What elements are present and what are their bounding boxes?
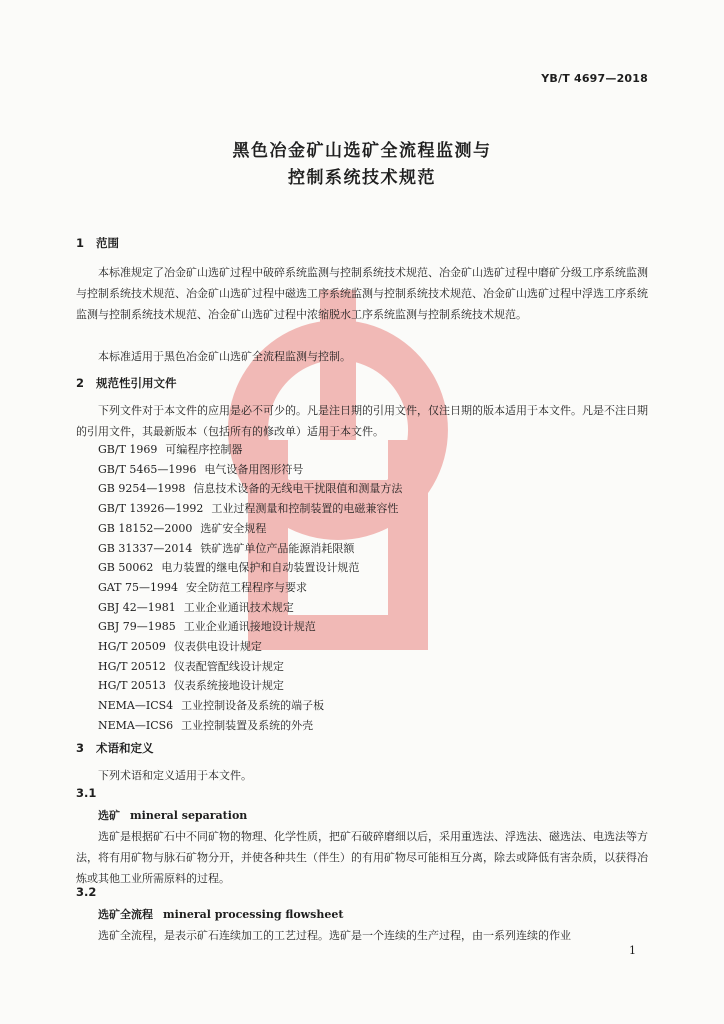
- term-3-1-title: [98, 807, 247, 823]
- reference-code: HG/T 20513: [98, 679, 166, 693]
- term-zh: 选矿全流程: [98, 908, 153, 921]
- term-3-2-definition: 选矿全流程，是表示矿石连续加工的工艺过程。选矿是一个连续的生产过程，由一系列连续的作业: [98, 929, 571, 942]
- reference-item: [98, 697, 324, 713]
- section-title: 范围: [96, 236, 119, 250]
- section-title: 规范性引用文件: [96, 376, 177, 390]
- section-number: 3: [76, 741, 85, 755]
- reference-title: 信息技术设备的无线电干扰限值和测量方法: [193, 482, 403, 496]
- reference-item: [98, 677, 284, 693]
- section-title: 术语和定义: [96, 741, 154, 755]
- reference-title: 工业过程测量和控制装置的电磁兼容性: [211, 502, 399, 516]
- reference-code: GB 50062: [98, 561, 154, 575]
- reference-code: GB 31337—2014: [98, 541, 193, 555]
- reference-title: 工业企业通讯技术规定: [183, 600, 294, 614]
- reference-item: [98, 559, 359, 575]
- standard-code: YB/T 4697—2018: [541, 72, 648, 85]
- term-en: mineral processing flowsheet: [163, 908, 344, 921]
- reference-title: 电气设备用图形符号: [204, 462, 304, 476]
- page-number: 1: [629, 944, 636, 957]
- reference-title: 工业控制装置及系统的外壳: [181, 718, 314, 732]
- reference-title: 可编程序控制器: [165, 443, 243, 456]
- reference-code: HG/T 20512: [98, 659, 166, 673]
- reference-item: [98, 717, 313, 733]
- reference-item: [98, 441, 242, 457]
- reference-title: 电力装置的继电保护和自动装置设计规范: [161, 561, 360, 575]
- reference-title: 工业控制设备及系统的端子板: [181, 699, 325, 713]
- reference-code: GB 18152—2000: [98, 521, 193, 535]
- reference-item: [98, 520, 266, 536]
- reference-code: GB 9254—1998: [98, 482, 186, 496]
- reference-title: 仪表供电设计规定: [173, 640, 262, 653]
- term-zh: 选矿: [98, 809, 120, 822]
- reference-item: [98, 599, 294, 615]
- reference-code: GBJ 42—1981: [98, 600, 176, 614]
- reference-title: 选矿安全规程: [200, 521, 267, 535]
- reference-title: 铁矿选矿单位产品能源消耗限额: [200, 541, 355, 555]
- reference-title: 安全防范工程程序与要求: [185, 580, 307, 594]
- reference-code: GBJ 79—1985: [98, 620, 176, 634]
- reference-code: GB/T 13926—1992: [98, 502, 204, 516]
- reference-code: NEMA—ICS6: [98, 718, 174, 732]
- reference-item: [98, 461, 303, 477]
- section-2-paragraph-1: 下列文件对于本文件的应用是必不可少的。凡是注日期的引用文件，仅注日期的版本适用于本文件。凡是不注日期的引用文件，其最新版本（包括所有的修改单）适用于本文件。: [76, 404, 648, 438]
- reference-item: [98, 579, 307, 595]
- reference-code: GAT 75—1994: [98, 580, 178, 594]
- section-3-intro: 下列术语和定义适用于本文件。: [98, 769, 252, 782]
- reference-code: GB/T 1969: [98, 443, 158, 456]
- section-1-heading: [76, 235, 119, 251]
- document-title-line1: 黑色冶金矿山选矿全流程监测与: [232, 141, 492, 161]
- reference-item: [98, 618, 316, 634]
- reference-title: 仪表系统接地设计规定: [173, 679, 284, 693]
- reference-item: [98, 638, 262, 654]
- term-3-1-number: 3.1: [76, 786, 97, 800]
- section-number: 2: [76, 376, 85, 390]
- reference-item: [98, 540, 354, 556]
- term-en: mineral separation: [130, 809, 248, 822]
- reference-code: NEMA—ICS4: [98, 699, 174, 713]
- term-3-1-definition: 选矿是根据矿石中不同矿物的物理、化学性质，把矿石破碎磨细以后，采用重选法、浮选法、磁选法、电选法等方法，将有用矿物与脉石矿物分开，并使各种共生（伴生）的有用矿物尽可能相互分离，除去或降低有害杂质，以获得冶炼或其他工业所需原料的过程。: [76, 830, 648, 885]
- reference-code: HG/T 20509: [98, 640, 166, 653]
- reference-title: 仪表配管配线设计规定: [173, 659, 284, 673]
- document-title-line2: 控制系统技术规范: [288, 168, 436, 188]
- section-3-heading: [76, 740, 154, 756]
- term-3-2-number: 3.2: [76, 885, 97, 899]
- section-1-paragraph-1: 本标准规定了冶金矿山选矿过程中破碎系统监测与控制系统技术规范、冶金矿山选矿过程中磨矿分级工序系统监测与控制系统技术规范、冶金矿山选矿过程中磁选工序系统监测与控制系统技术规范、冶金矿山选矿过程中浮选工序系统监测与控制系统技术规范、冶金矿山选矿过程中浓缩脱水工序系统监测与控制系统技术规范。: [76, 266, 648, 321]
- reference-code: GB/T 5465—1996: [98, 462, 197, 476]
- term-3-2-title: [98, 906, 343, 922]
- reference-item: [98, 480, 402, 496]
- section-2-heading: [76, 375, 177, 391]
- section-number: 1: [76, 236, 85, 250]
- section-1-paragraph-2: 本标准适用于黑色冶金矿山选矿全流程监测与控制。: [98, 350, 351, 363]
- reference-item: [98, 500, 398, 516]
- reference-title: 工业企业通讯接地设计规范: [183, 620, 316, 634]
- reference-item: [98, 658, 284, 674]
